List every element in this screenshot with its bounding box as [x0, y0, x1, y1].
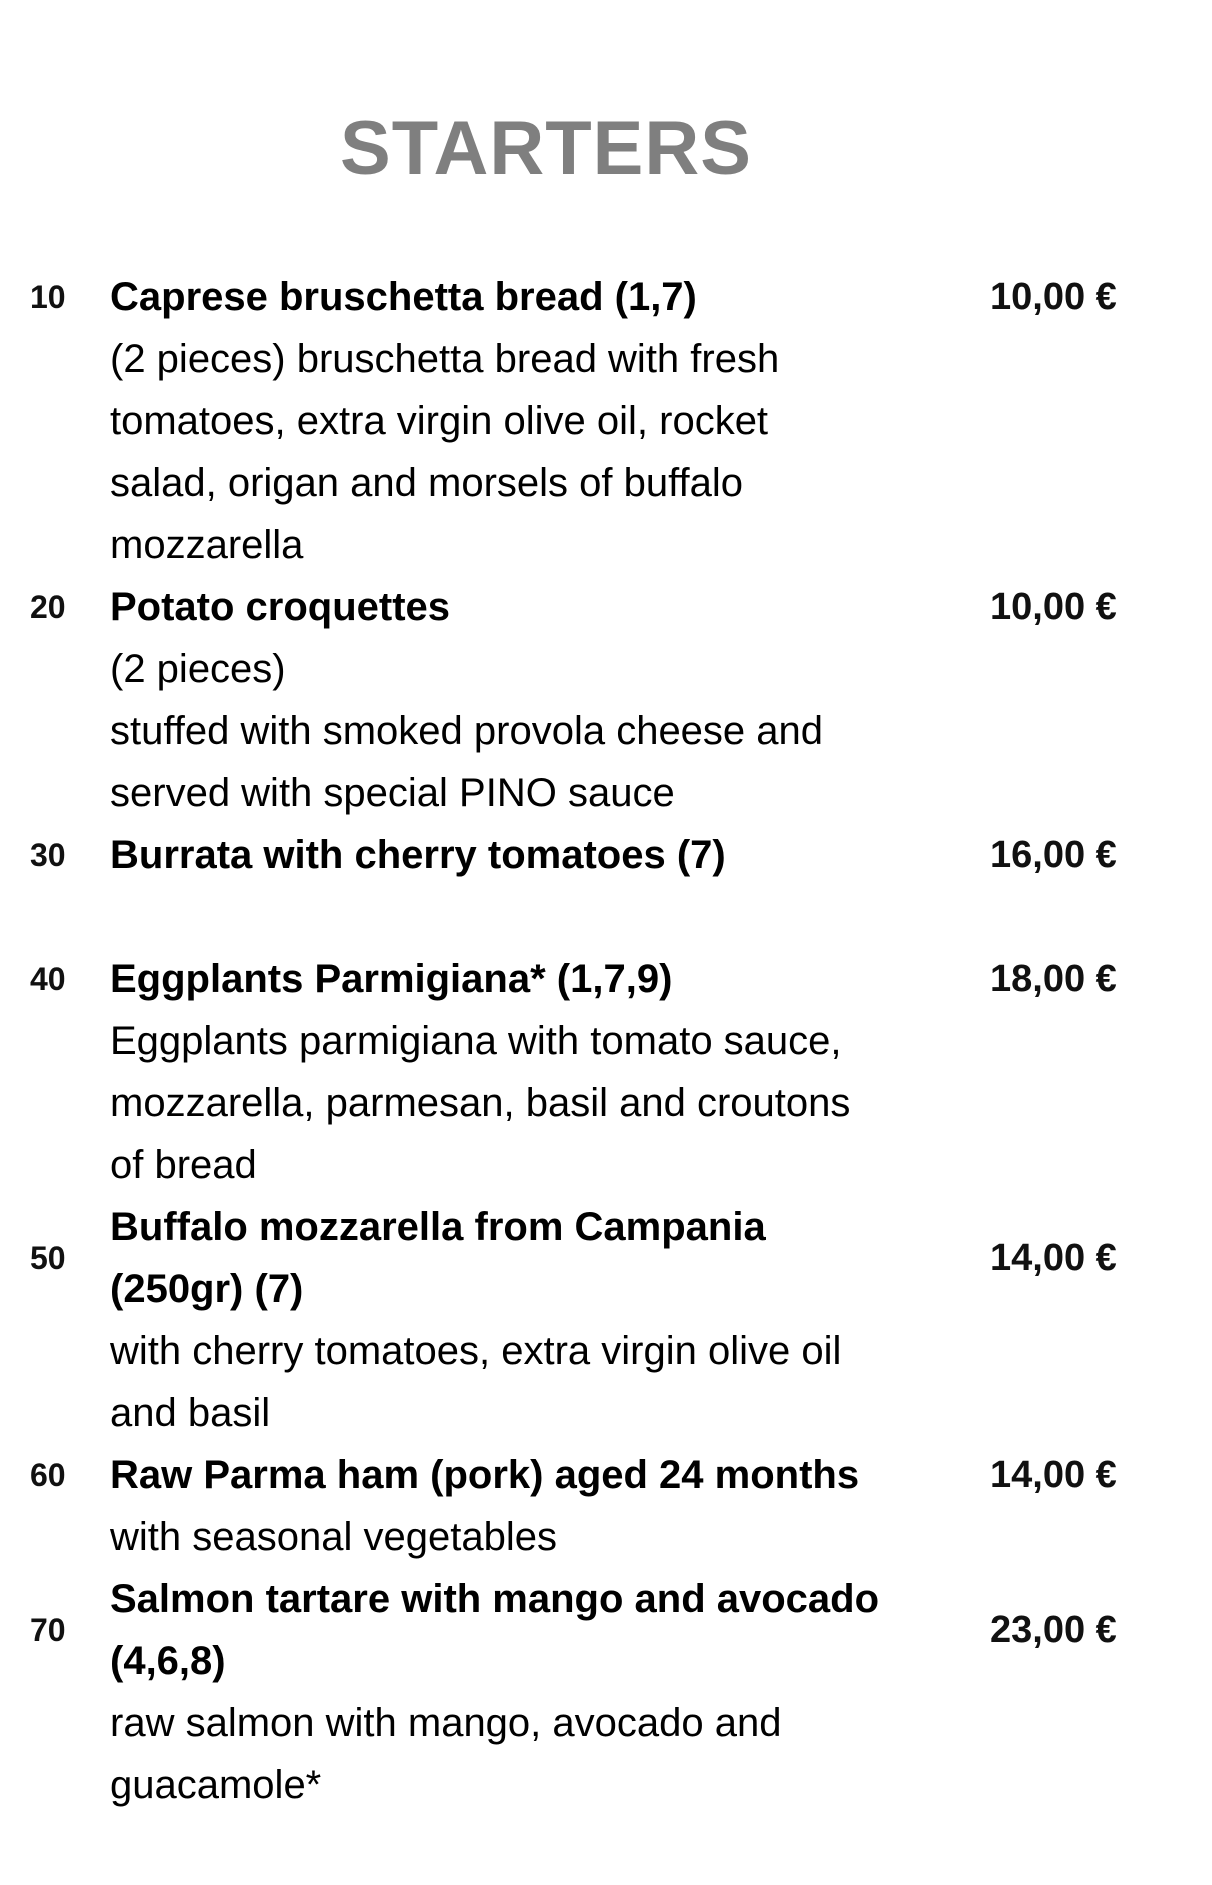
item-name-line: (4,6,8) — [110, 1639, 226, 1683]
item-gap — [110, 886, 930, 948]
menu-item-40 — [0, 948, 1212, 1196]
item-description-line: and basil — [110, 1391, 271, 1435]
item-price: 23,00 € — [990, 1609, 1117, 1651]
starters-list — [0, 266, 1212, 1816]
menu-item-60 — [0, 1444, 1212, 1568]
item-number: 10 — [30, 279, 66, 315]
item-description-line: served with special PINO sauce — [110, 771, 675, 815]
item-name: Raw Parma ham (pork) aged 24 months — [110, 1453, 860, 1497]
item-name-line: Buffalo mozzarella from Campania — [110, 1205, 766, 1249]
item-description-line: (2 pieces) — [110, 647, 286, 691]
item-number: 70 — [30, 1612, 66, 1648]
item-description-line: tomatoes, extra virgin olive oil, rocket — [110, 399, 769, 443]
item-price: 14,00 € — [990, 1454, 1117, 1496]
item-name: Eggplants Parmigiana* (1,7,9) — [110, 957, 673, 1001]
menu-item-70 — [0, 1568, 1212, 1816]
item-description-line: mozzarella — [110, 523, 304, 567]
item-name-line: Salmon tartare with mango and avocado — [110, 1577, 880, 1621]
item-number: 60 — [30, 1457, 66, 1493]
menu-item-30 — [0, 824, 1212, 948]
item-price: 10,00 € — [990, 276, 1117, 318]
item-description-line: with cherry tomatoes, extra virgin olive oil — [110, 1329, 842, 1373]
menu-item-20 — [0, 576, 1212, 824]
item-price: 10,00 € — [990, 586, 1117, 628]
item-description-line: stuffed with smoked provola cheese and — [110, 709, 824, 753]
item-number: 20 — [30, 589, 66, 625]
item-description-line: of bread — [110, 1143, 257, 1187]
item-description-line: guacamole* — [110, 1763, 322, 1807]
item-price: 18,00 € — [990, 958, 1117, 1000]
item-description-line: (2 pieces) bruschetta bread with fresh — [110, 337, 780, 381]
item-name-line: (250gr) (7) — [110, 1267, 304, 1311]
menu-item-50 — [0, 1196, 1212, 1444]
item-description-line: raw salmon with mango, avocado and — [110, 1701, 782, 1745]
item-description-line: salad, origan and morsels of buffalo — [110, 461, 743, 505]
item-description-line: mozzarella, parmesan, basil and croutons — [110, 1081, 851, 1125]
item-name: Burrata with cherry tomatoes (7) — [110, 833, 726, 877]
item-price: 16,00 € — [990, 834, 1117, 876]
item-name: Potato croquettes — [110, 585, 451, 629]
item-number: 50 — [30, 1240, 66, 1276]
item-number: 40 — [30, 961, 66, 997]
item-name: Caprese bruschetta bread (1,7) — [110, 275, 697, 319]
item-price: 14,00 € — [990, 1237, 1117, 1279]
menu-title: STARTERS — [340, 106, 752, 191]
menu-item-10 — [0, 266, 1212, 576]
item-description-line: with seasonal vegetables — [110, 1515, 557, 1559]
item-number: 30 — [30, 837, 66, 873]
item-description-line: Eggplants parmigiana with tomato sauce, — [110, 1019, 842, 1063]
